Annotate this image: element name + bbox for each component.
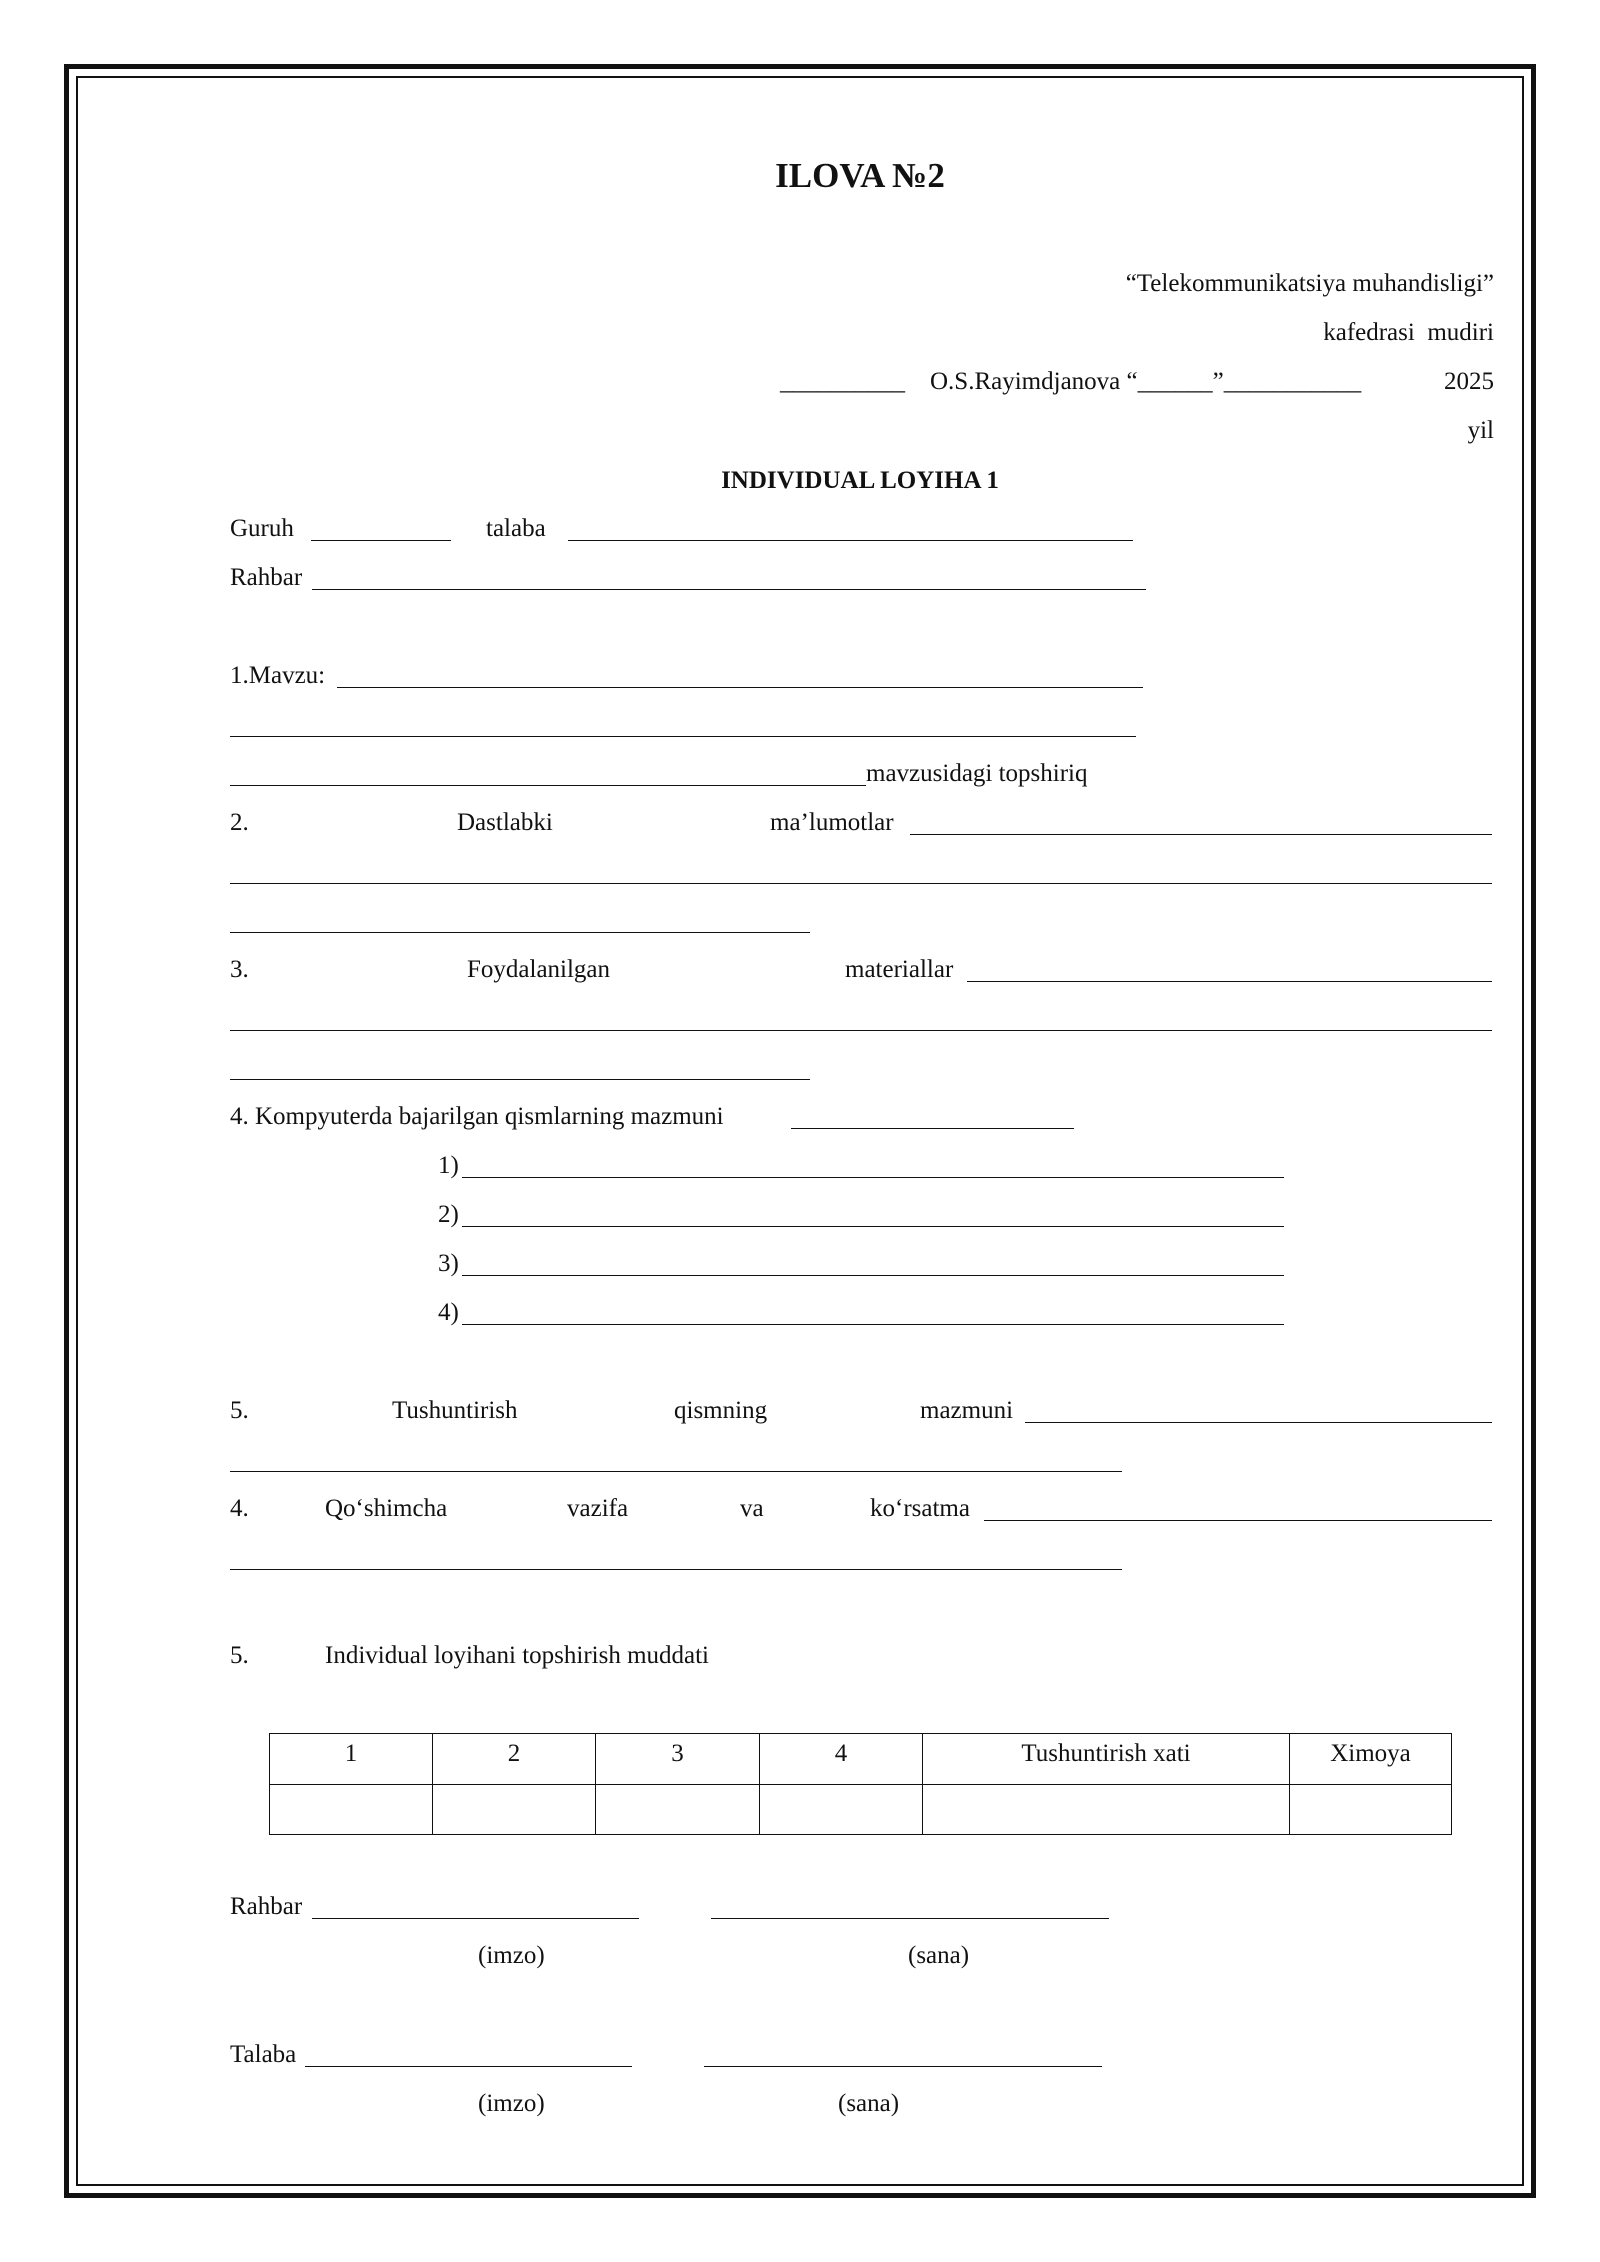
deadline-value-cell[interactable]: [923, 1784, 1290, 1835]
item6-word-3: va: [740, 1495, 764, 1522]
sign-student-date-caption: (sana): [838, 2090, 900, 2117]
topic-label: 1.Mavzu:: [230, 662, 326, 689]
student-label: talaba: [486, 515, 546, 542]
item2-number: 2.: [230, 809, 249, 836]
item7-number: 5.: [230, 1642, 249, 1669]
item6-word-4: ko‘rsatma: [870, 1495, 970, 1522]
sign-supervisor-signature-caption: (imzo): [478, 1942, 545, 1969]
item2-field-3[interactable]: [230, 932, 810, 933]
sign-student-signature-field[interactable]: [305, 2066, 632, 2067]
deadline-value-cell[interactable]: [270, 1784, 433, 1835]
approval-department: “Telekommunikatsiya muhandisligi”: [1125, 270, 1494, 297]
item5-field-1[interactable]: [1025, 1422, 1492, 1423]
deadline-header-cell: Ximoya: [1290, 1734, 1452, 1785]
item6-field-2[interactable]: [230, 1569, 1122, 1570]
subitem-1-field[interactable]: [462, 1177, 1284, 1178]
approval-position: kafedrasi mudiri: [1323, 319, 1494, 346]
supervisor-field[interactable]: [312, 589, 1146, 590]
item3-word-2: materiallar: [845, 956, 954, 983]
deadline-header-cell: 2: [433, 1734, 596, 1785]
supervisor-label: Rahbar: [230, 564, 303, 591]
item5-number: 5.: [230, 1397, 249, 1424]
subitem-3-label: 3): [438, 1250, 459, 1277]
sign-student-date-field[interactable]: [704, 2066, 1102, 2067]
item2-word-1: Dastlabki: [457, 809, 553, 836]
item6-number: 4.: [230, 1495, 249, 1522]
item4-field[interactable]: [791, 1128, 1074, 1129]
deadline-value-cell[interactable]: [433, 1784, 596, 1835]
sign-student-signature-caption: (imzo): [478, 2090, 545, 2117]
deadline-table: [269, 1733, 1452, 1835]
sign-supervisor-date-caption: (sana): [908, 1942, 970, 1969]
project-heading: INDIVIDUAL LOYIHA 1: [721, 467, 999, 494]
sign-supervisor-label: Rahbar: [230, 1893, 303, 1920]
group-field[interactable]: [311, 540, 451, 541]
subitem-2-field[interactable]: [462, 1226, 1284, 1227]
deadline-header-cell: Tushuntirish xati: [923, 1734, 1290, 1785]
item5-field-2[interactable]: [230, 1471, 1122, 1472]
item3-field-2[interactable]: [230, 1030, 1492, 1031]
item4-label: 4. Kompyuterda bajarilgan qismlarning mazmuni: [230, 1103, 724, 1130]
item5-word-3: mazmuni: [920, 1397, 1014, 1424]
approval-year: 2025: [1444, 368, 1494, 395]
student-field[interactable]: [568, 540, 1133, 541]
approval-name: O.S.Rayimdjanova “______”___________: [930, 368, 1362, 395]
deadline-value-cell[interactable]: [596, 1784, 760, 1835]
approval-year-suffix: yil: [1467, 417, 1494, 444]
topic-field-2[interactable]: [230, 736, 1136, 737]
document-title: ILOVA №2: [775, 156, 945, 195]
item6-field-1[interactable]: [984, 1520, 1492, 1521]
subitem-4-label: 4): [438, 1299, 459, 1326]
item3-word-1: Foydalanilgan: [467, 956, 611, 983]
approval-signature-blank: __________: [780, 368, 905, 395]
item2-field-2[interactable]: [230, 883, 1492, 884]
group-label: Guruh: [230, 515, 294, 542]
sign-student-label: Talaba: [230, 2041, 297, 2068]
item6-word-1: Qo‘shimcha: [325, 1495, 448, 1522]
item5-word-1: Tushuntirish: [392, 1397, 518, 1424]
deadline-header-cell: 3: [596, 1734, 760, 1785]
sign-supervisor-signature-field[interactable]: [312, 1918, 639, 1919]
subitem-4-field[interactable]: [462, 1324, 1284, 1325]
deadline-header-cell: 4: [760, 1734, 923, 1785]
subitem-2-label: 2): [438, 1201, 459, 1228]
item7-text: Individual loyihani topshirish muddati: [325, 1642, 709, 1669]
item5-word-2: qismning: [674, 1397, 768, 1424]
item3-field-3[interactable]: [230, 1079, 810, 1080]
deadline-value-cell[interactable]: [1290, 1784, 1452, 1835]
topic-field-3[interactable]: [230, 785, 866, 786]
item3-number: 3.: [230, 956, 249, 983]
topic-suffix: mavzusidagi topshiriq: [866, 760, 1088, 787]
deadline-header-row: [270, 1734, 1452, 1785]
deadline-value-row: [270, 1784, 1452, 1835]
item2-word-2: ma’lumotlar: [770, 809, 894, 836]
subitem-3-field[interactable]: [462, 1275, 1284, 1276]
deadline-header-cell: 1: [270, 1734, 433, 1785]
item6-word-2: vazifa: [567, 1495, 629, 1522]
item2-field-1[interactable]: [910, 834, 1492, 835]
subitem-1-label: 1): [438, 1152, 459, 1179]
item3-field-1[interactable]: [967, 981, 1492, 982]
topic-field-1[interactable]: [337, 687, 1143, 688]
deadline-value-cell[interactable]: [760, 1784, 923, 1835]
sign-supervisor-date-field[interactable]: [711, 1918, 1109, 1919]
